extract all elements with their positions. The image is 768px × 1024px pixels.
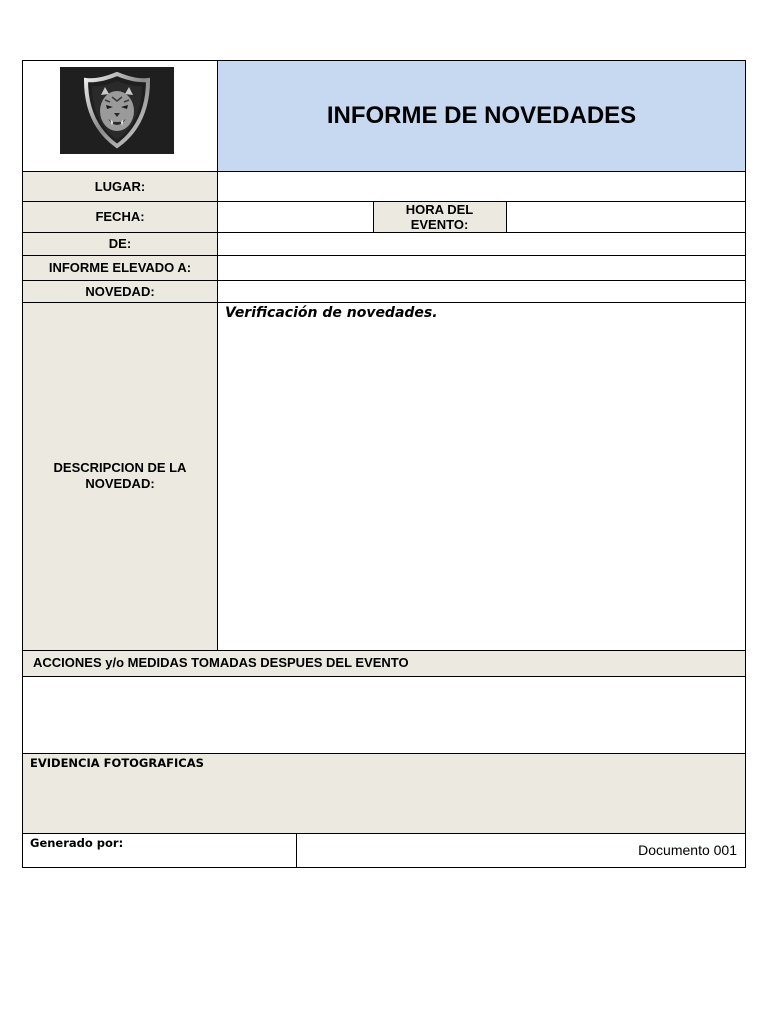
acciones-header [22,650,745,676]
elevado-label-text: INFORME ELEVADO A: [48,260,192,275]
novedad-label-text: NOVEDAD: [85,283,155,299]
descripcion-field[interactable] [218,302,745,650]
acciones-title: ACCIONES y/o MEDIDAS TOMADAS DESPUES DEL EVENTO [33,655,409,670]
novedad-field[interactable] [218,280,745,302]
lugar-field[interactable] [218,171,745,201]
logo-cell [22,60,218,171]
generado-cell[interactable] [22,833,296,867]
documento-number: Documento 001 [638,842,737,858]
elevado-label [22,255,218,280]
lugar-label [22,171,218,201]
descripcion-text: Verificación de novedades. [225,305,438,321]
acciones-field[interactable] [22,676,745,753]
de-field[interactable] [218,232,745,255]
descripcion-label-text: DESCRIPCION DE LA NOVEDAD: [53,460,187,491]
fecha-field[interactable] [218,201,373,232]
de-label-text: DE: [108,236,132,251]
lugar-label-text: LUGAR: [94,178,146,194]
evidencia-title: EVIDENCIA FOTOGRAFICAS [30,756,204,770]
novedad-label [22,280,218,302]
elevado-field[interactable] [218,255,745,280]
fecha-label [22,201,218,232]
hora-label-text: HORA DEL EVENTO: [405,201,474,232]
documento-cell [296,833,745,867]
tiger-shield-logo-icon [60,67,174,154]
generado-label: Generado por: [30,836,124,850]
hora-field[interactable] [506,201,745,232]
hora-label [373,201,506,232]
page-title: INFORME DE NOVEDADES [326,101,637,129]
de-label [22,232,218,255]
evidencia-section[interactable] [22,753,745,833]
title-cell [218,60,745,171]
descripcion-label [22,302,218,650]
fecha-label-text: FECHA: [95,209,145,224]
